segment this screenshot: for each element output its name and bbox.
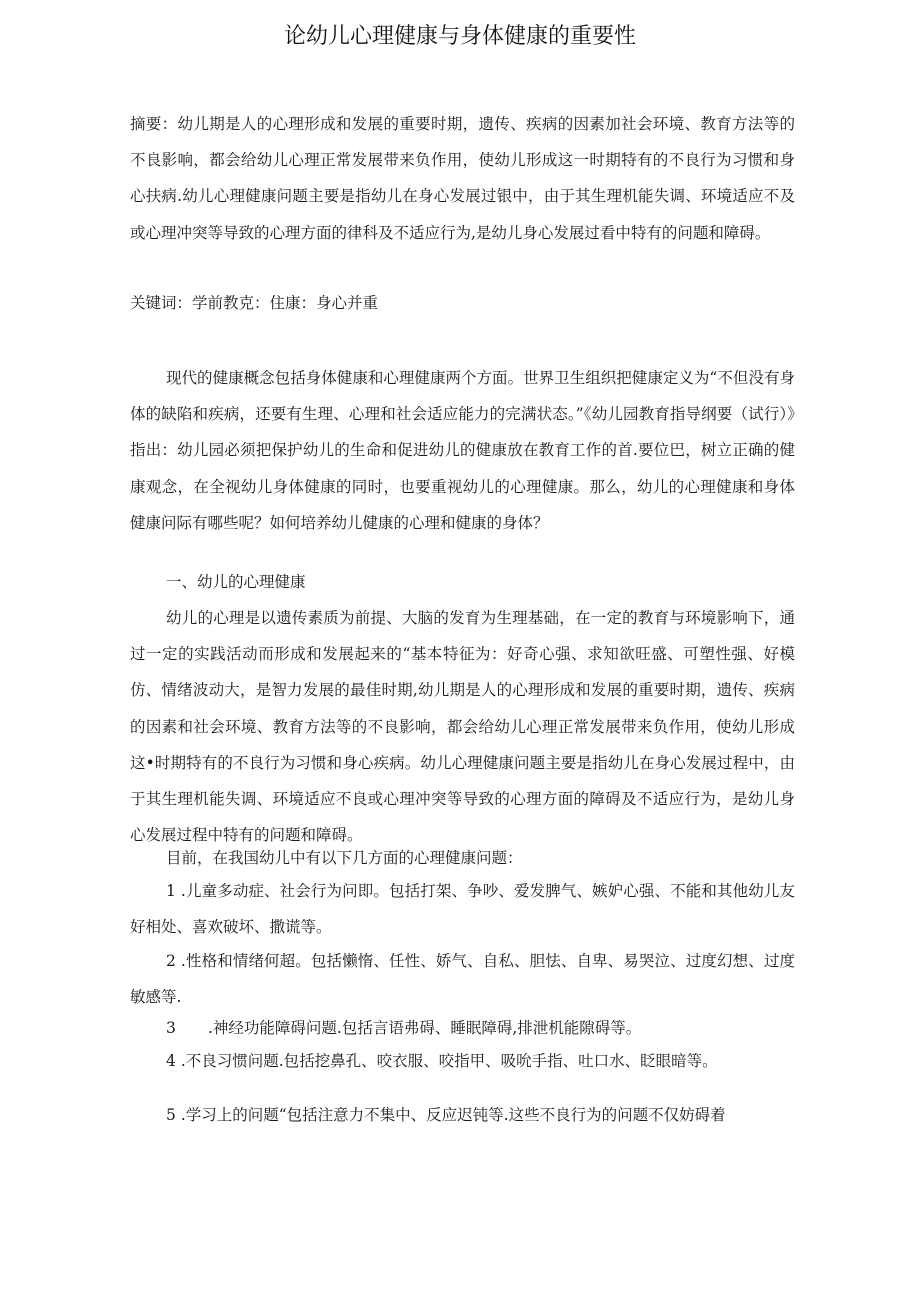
abstract-paragraph: 摘要：幼儿期是人的心理形成和发展的重要时期，遗传、疾病的因素加社会环境、教育方法等的不良影响，都会给幼儿心理正常发展带来负作用，使幼儿形成这一时期特有的不良行为习惯和身心扶病.幼儿心理健康问题主要是指幼儿在身心发展过银中，由于其生理机能失调、环境适应不及或心理冲突等导致的心理方面的律科及不适应行为,是幼儿身心发展过看中特有的问题和障碍。 bbox=[130, 115, 795, 242]
list-item-text: .学习上的问题“包括注意力不集中、反应迟钝等.这些不良行为的问题不仅妨碍着 bbox=[180, 1106, 726, 1124]
list-item-text: .性格和情绪何超。包括懒惰、任性、娇气、自私、胆怯、自卑、易哭泣、过度幻想、过度敏感等. bbox=[130, 952, 795, 1007]
list-item-5 bbox=[130, 1097, 795, 1133]
section-body-paragraph: 幼儿的心理是以遗传素质为前提、大脑的发育为生理基础，在一定的教育与环境影响下，通过一定的实践活动而形成和发展起来的“基本特征为：好奇心强、求知欲旺盛、可塑性强、好模仿、情绪波动大，是智力发展的最佳时期,幼儿期是人的心理形成和发展的重要时期，遗传、疾病的因素和社会环境、教育方法等的不良影响，都会给幼儿心理正常发展带来负作用，使幼儿形成这•时期特有的不良行为习惯和身心疾病。幼儿心理健康问题主要是指幼儿在身心发展过程中，由于其生理机能失调、环境适应不良或心理冲突等导致的心理方面的障碍及不适应行为，是幼儿身心发展过程中特有的问题和障碍。 bbox=[130, 609, 795, 845]
intro-paragraph: 现代的健康概念包括身体健康和心理健康两个方面。世界卫生组织把健康定义为“不但没有身体的缺陷和疾病，还要有生理、心理和社会适应能力的完满状态。”《幼儿园教育指导纲要（试行）》指出：幼儿园必须把保护幼儿的生命和促进幼儿的健康放在教育工作的首.要位巴，树立正确的健康观念，在全视幼儿身体健康的同时，也要重视幼儿的心理健康。那么，幼儿的心理健康和身体健康问际有哪些呢？如何培养幼儿健康的心理和健康的身体？ bbox=[130, 369, 795, 532]
section-heading: 一、幼儿的心理健康 bbox=[166, 573, 306, 591]
list-item-number: 3 bbox=[166, 1019, 176, 1037]
keywords-line: 关键词：学前教克：住康：身心并重 bbox=[130, 294, 379, 312]
list-item-2 bbox=[130, 943, 795, 1015]
list-item-3 bbox=[130, 1010, 795, 1046]
list-item-text: .神经功能障碍问题.包括言语弗碍、睡眠障碍,排泄机能隙碍等。 bbox=[208, 1019, 642, 1037]
list-item-4 bbox=[130, 1043, 795, 1079]
problems-intro: 目前，在我国幼儿中有以下几方面的心理健康问题： bbox=[166, 849, 523, 867]
list-item-number: 5 bbox=[166, 1106, 176, 1124]
list-item-number: 4 bbox=[166, 1052, 176, 1070]
list-item-text: .儿童多动症、社会行为问即。包括打架、争吵、爱发脾气、嫉妒心强、不能和其他幼儿友好相处、喜欢破坏、撒谎等。 bbox=[130, 882, 795, 937]
list-item-number: 1 bbox=[166, 882, 176, 900]
list-item-text: .不良习惯问题.包括挖鼻孔、咬衣服、咬指甲、吸吮手指、吐口水、眨眼暗等。 bbox=[180, 1052, 718, 1070]
list-item-1 bbox=[130, 873, 795, 945]
page-title: 论幼儿心理健康与身体健康的重要性 bbox=[283, 24, 636, 49]
list-item-number: 2 bbox=[166, 952, 176, 970]
